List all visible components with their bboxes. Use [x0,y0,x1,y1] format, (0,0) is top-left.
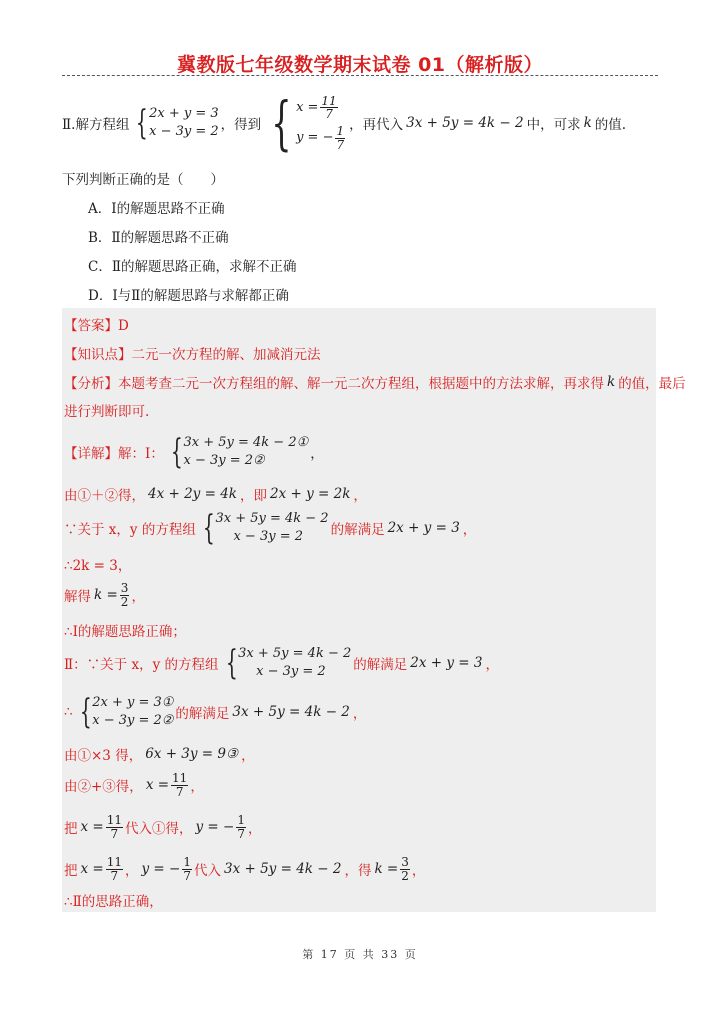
fraction-numerator: 11 [106,854,122,869]
step-text: 代入①得， [125,821,193,837]
equation: 4x + 2y = 4k [148,486,237,502]
step-text: ， [131,589,145,605]
equation-system: { 3x + 5y = 4k − 2 x − 3y = 2 [202,508,329,548]
step-text: 由①＋②得， [64,488,145,504]
equation: x − 3y = 2 [256,664,326,679]
step-line [64,744,255,764]
knowledge-point: 【知识点】二元一次方程的解、加减消元法 [64,347,321,363]
q-suffix: 的值. [594,117,627,133]
step-text: ， [462,522,477,538]
fraction-numerator: 3 [120,580,129,595]
solution-system [263,89,347,157]
equation: x = [145,777,170,793]
step-line [64,508,476,548]
equation: 2x + y = 3 [410,655,483,671]
fraction-denominator: 7 [237,826,245,841]
equation: x − 3y = 2② [92,713,174,728]
equation: 2x + y = 2k [269,486,351,502]
fraction-denominator: 2 [120,594,129,609]
step-text: 由②+③得， [64,779,143,795]
detail-prefix: 【详解】解：Ⅰ： [64,446,164,462]
option-c: C．Ⅱ的解题思路正确，求解不正确 [88,259,297,275]
fraction-numerator: 11 [172,770,188,785]
fraction-denominator: 7 [110,868,119,883]
equation: 2x + y = 3① [92,695,174,711]
step-line: ∴Ⅱ的思路正确， [64,894,163,910]
answer-line: 【答案】D [64,318,129,334]
q-mid: ，得到 [220,117,262,133]
fraction-numerator: 3 [401,854,409,869]
step-text: ∴ [64,704,73,720]
page-number: 第 17 页 共 33 页 [302,948,418,961]
step-text: 代入 [193,863,221,879]
equation: k = [94,587,118,603]
equation: 3x + 5y = 4k − 2 [406,115,524,131]
question-prompt: 下列判断正确的是（ ） [62,172,224,188]
fraction-numerator: 1 [237,812,245,827]
x-label: x = [296,99,319,115]
step-text: ，即 [239,488,267,504]
brace-icon: { [271,89,292,157]
page-title: 冀教版七年级数学期末试卷 01（解析版） [176,54,544,76]
step-text: ，得 [344,863,372,879]
question-line-ii [62,89,627,157]
step-text: 的解满足 [175,706,230,722]
equation: x − 3y = 2② [183,453,265,468]
step-text: ， [247,821,262,837]
equation: 3x + 5y = 4k − 2① [183,435,309,451]
equation: y = − [141,861,181,877]
fraction-numerator: 1 [183,854,191,869]
equation: 3x + 5y = 4k − 2 [232,704,350,720]
equation: 6x + 3y = 9③ [145,746,239,762]
step-text: ， [353,488,367,504]
equation: x − 3y = 2 [233,529,304,544]
equation: x = [80,819,104,835]
step-text: 解得 [64,589,91,605]
variable: k [583,115,592,131]
option-a: A．Ⅰ的解题思路不正确 [88,201,225,217]
step-text: ， [485,657,499,673]
fraction-denominator: 7 [175,784,184,799]
equation-system [131,103,219,143]
step-text: ， [411,863,426,879]
fraction-denominator: 7 [336,137,345,152]
step-text: ， [125,863,139,879]
step-line [64,810,261,844]
equation: k = [374,861,399,877]
option-d: D．Ⅰ与Ⅱ的解题思路与求解都正确 [88,288,289,304]
step-line [64,768,204,802]
equation: 3x + 5y = 4k − 2 [238,646,352,662]
step-text: ∵关于 x，y 的方程组 [64,522,196,538]
step-line: ∴Ⅰ的解题思路正确； [64,624,186,640]
equation-system: { 2x + y = 3① x − 3y = 2② [79,692,174,732]
q-suffix: ，再代入 [349,117,404,133]
step-line [64,484,367,504]
analysis-text: 的值，最后 [618,376,686,392]
step-line [64,580,145,610]
step-text: 的解满足 [330,522,385,538]
equation: 3x + 5y = 4k − 2 [223,861,342,877]
step-line [64,643,499,683]
fraction-denominator: 7 [183,868,191,883]
equation-system: { 3x + 5y = 4k − 2 x − 3y = 2 [225,643,352,683]
step-line [64,692,366,732]
fraction-denominator: 2 [401,868,409,883]
step-text: 把 [64,821,78,837]
equation-system: { 3x + 5y = 4k − 2① x − 3y = 2② [170,432,309,472]
fraction-numerator: 1 [336,124,345,138]
y-label: y = − [296,129,334,145]
step-text: ， [352,706,367,722]
header-divider [62,75,658,76]
step-text: Ⅱ：∵关于 x，y 的方程组 [64,657,219,673]
step-text: ， [190,779,204,795]
brace-icon: { [136,103,149,143]
step-text: 由①×3 得， [64,748,143,764]
fraction-numerator: 11 [321,93,337,108]
step-line [64,852,425,886]
equation: x − 3y = 2 [149,124,219,139]
step-text: ， [241,748,255,764]
detail-line [64,432,324,472]
q-suffix: 中，可求 [526,117,581,133]
equation: 3x + 5y = 4k − 2 [215,511,329,527]
equation: 2x + y = 3 [387,520,460,536]
equation: y = − [195,819,235,835]
equation: 2x + y = 3 [149,106,219,122]
q-prefix: Ⅱ.解方程组 [62,117,130,133]
fraction-denominator: 7 [325,107,333,122]
step-text: 把 [64,863,78,879]
analysis-line-2: 进行判断即可. [64,404,150,420]
step-line: ∴2k = 3， [64,558,132,574]
analysis-line-1 [64,372,686,392]
punctuation: ， [310,446,324,462]
fraction-numerator: 11 [106,812,122,827]
variable: k [607,374,616,390]
fraction-denominator: 7 [110,826,119,841]
equation: x = [80,861,104,877]
step-text: 的解满足 [353,657,408,673]
option-b: B．Ⅱ的解题思路不正确 [88,230,229,246]
analysis-text: 【分析】本题考查二元一次方程组的解、解一元二次方程组，根据题中的方法求解，再求得 [64,376,604,392]
